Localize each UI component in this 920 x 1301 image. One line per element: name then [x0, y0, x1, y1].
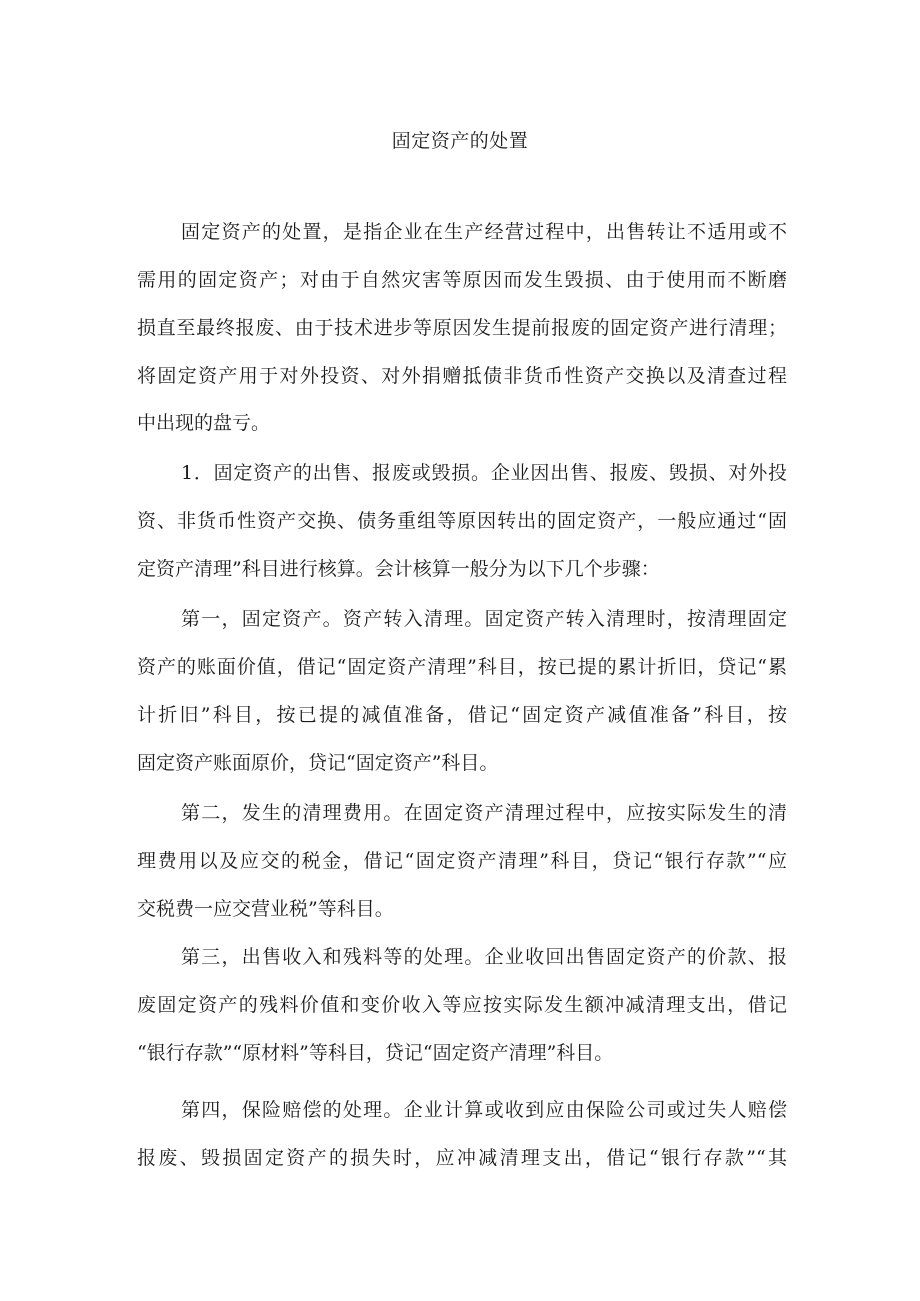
paragraph-line: 第一，固定资产。资产转入清理。固定资产转入清理时，按清理固定 — [181, 608, 787, 630]
document-title: 固定资产的处置 — [391, 130, 529, 152]
paragraph-line: 损直至最终报废、由于技术进步等原因发生提前报废的固定资产进行清理； — [137, 317, 787, 339]
paragraph-line: 第三，出售收入和残料等的处理。企业收回出售固定资产的价款、报 — [181, 946, 787, 968]
paragraph-line: 交税费一应交营业税”等科目。 — [137, 898, 394, 920]
paragraph-line: 废固定资产的残料价值和变价收入等应按实际发生额冲减清理支出，借记 — [137, 994, 787, 1016]
paragraph-line: 中出现的盘亏。 — [137, 412, 271, 434]
paragraph-line: 报废、毁损固定资产的损失时，应冲减清理支出，借记“银行存款”“其 — [137, 1147, 787, 1169]
paragraph-line: 定资产清理”科目进行核算。会计核算一般分为以下几个步骤： — [137, 558, 660, 580]
paragraph-line: 理费用以及应交的税金，借记“固定资产清理”科目，贷记“银行存款”“应 — [137, 850, 787, 872]
paragraph-line: 固定资产账面原价，贷记“固定资产”科目。 — [137, 752, 499, 774]
paragraph-line: 固定资产的处置，是指企业在生产经营过程中，出售转让不适用或不 — [181, 221, 787, 243]
paragraph-line: 计折旧”科目，按已提的减值准备，借记“固定资产减值准备”科目，按 — [137, 704, 787, 726]
paragraph-line: 第四，保险赔偿的处理。企业计算或收到应由保险公司或过失人赔偿 — [181, 1099, 787, 1121]
paragraph-line: “银行存款”“原材料”等科目，贷记“固定资产清理”科目。 — [137, 1042, 614, 1064]
paragraph-line: 需用的固定资产；对由于自然灾害等原因而发生毁损、由于使用而不断磨 — [137, 269, 787, 291]
paragraph-line: 资产的账面价值，借记“固定资产清理”科目，按已提的累计折旧，贷记“累 — [137, 656, 787, 678]
paragraph-line: 第二，发生的清理费用。在固定资产清理过程中，应按实际发生的清 — [181, 802, 787, 824]
paragraph-line: 1．固定资产的出售、报废或毁损。企业因出售、报废、毁损、对外投 — [181, 462, 787, 484]
paragraph-line: 将固定资产用于对外投资、对外捐赠抵债非货币性资产交换以及清查过程 — [137, 365, 787, 387]
paragraph-line: 资、非货币性资产交换、债务重组等原因转出的固定资产，一般应通过“固 — [137, 510, 787, 532]
